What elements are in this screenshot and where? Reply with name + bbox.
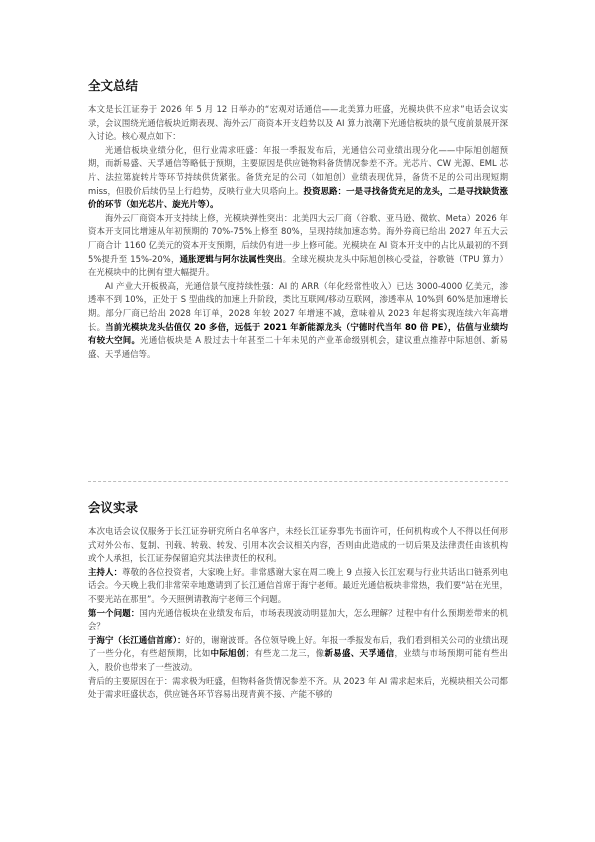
- company-xinyisheng-tianfu: 新易盛、天孚通信: [324, 648, 395, 659]
- point-1-investment-idea: 投资思路：一是寻找备货充足的龙头，二是寻找缺货涨价的环节（如光芯片、旋光片等）。: [88, 185, 509, 210]
- cause-paragraph: 背后的主要原因在于：需求极为旺盛，但物料备货情况参差不齐。从 2023 年 AI 需求起来后，光模块相关公司都处于需求旺盛状态，供应链各环节容易出现青黄不接、产能不够的: [88, 675, 508, 700]
- point-3-valuation: 当前光模块龙头估值仅 20 多倍，远低于 2021 年新能源龙头（宁德时代当年 80 倍 PE），估值与业绩均有较大空间。: [88, 321, 508, 346]
- summary-point-3: [88, 280, 508, 362]
- point-3-tail: 光通信板块是 A 股过去十年甚至二十年未见的产业革命级别机会，建议重点推荐中际旭创、新易盛、天孚通信等。: [88, 335, 508, 359]
- summary-section: [88, 78, 508, 361]
- host-label: 主持人：: [88, 566, 123, 577]
- transcript-section: [88, 500, 508, 702]
- transcript-heading: 会议实录: [88, 500, 139, 515]
- host-paragraph: [88, 566, 508, 607]
- answer-text-1: 好的，谢谢波哥。各位领导晚上好。年报一季报发布后，我们看到相关公司的业绩出现了一些分化，有些超预期，比如: [88, 634, 508, 659]
- question-1-paragraph: [88, 607, 508, 634]
- summary-heading: 全文总结: [88, 78, 139, 93]
- point-2-text: 海外云厂商资本开支持续上修，光模块弹性突出：北美四大云厂商（谷歌、亚马逊、微软、Meta）2026 年资本开支同比增速从年初预期的 70%-75%上修至 80%，呈现持续加速态势。海外券商已给出 2027 年五大云厂商合计 1160 亿美元的资本开支预期，后续仍有进一步上修可能。光模块在 AI 资本开支中的占比从最初的不到 5%提升至 15%-20%，: [88, 212, 508, 264]
- summary-intro: 本文是长江证券于 2026 年 5 月 12 日举办的“宏观对话通信——北美算力旺盛，光模块供不应求”电话会议实录，会议围绕光通信板块近期表现、海外云厂商资本开支趋势以及 AI 算力浪潮下光通信板块的景气度前景展开深入讨论。核心观点如下：: [88, 104, 508, 142]
- answer-text-2: ；有些龙二龙三，像: [245, 648, 325, 659]
- point-2-highlight: 通胀逻辑与阿尔法属性突出: [179, 253, 283, 264]
- point-1-text: 光通信板块业绩分化，但行业需求旺盛：年报一季报发布后，光通信公司业绩出现分化——中际旭创超预期，而新易盛、天孚通信等略低于预期，主要原因是供应链物料备货情况参差不齐。光芯片、CW 光源、EML 芯片、法拉第旋转片等环节持续供货紧张。备货充足的公司（如旭创）业绩表现优异，备货不足的公司出现短期 miss，但股价后续仍呈上行趋势，反映行业大贝塔向上。: [88, 144, 508, 196]
- summary-point-2: [88, 212, 508, 280]
- answer-paragraph: [88, 634, 508, 675]
- speaker-label: 于海宁（长江通信首席）：: [88, 634, 186, 645]
- answer-text-3: ，业绩与市场预期可能有些出入，股价也带来了一些波动。: [88, 648, 509, 672]
- point-2-tail: 。全球光模块龙头中际旭创核心受益，谷歌链（TPU 算力）在光模块中的比例有望大幅提升。: [88, 253, 508, 278]
- summary-point-1: [88, 144, 508, 212]
- section-divider: [88, 481, 508, 482]
- question-1-text: 国内光通信板块在业绩发布后，市场表现波动明显加大，怎么理解？过程中有什么预期差带来的机会？: [88, 607, 508, 632]
- host-text: 尊敬的各位投资者，大家晚上好。非常感谢大家在周二晚上 9 点接入长江宏观与行业共话出口链系列电话会。今天晚上我们非常荣幸地邀请到了长江通信首席于海宁老师。最近光通信板块非常热，我们要“站在光里，不要光站在那里”。今天照例请教海宁老师三个问题。: [88, 566, 508, 604]
- question-1-label: 第一个问题：: [88, 607, 140, 618]
- point-3-text: AI 产业大开板极高，光通信景气度持续性强：AI 的 ARR（年化经常性收入）已达 3000-4000 亿美元，渗透率不到 10%，正处于 S 型曲线的加速上升阶段，类比互联网/移动互联网，渗透率从 10%到 60%是加速增长期。部分厂商已给出 2028 年订单，2028 年较 2027 年增速不减，意味着从 2023 年起将实现连续六年高增长。: [88, 280, 508, 332]
- company-zhongji: 中际旭创: [210, 648, 246, 659]
- disclaimer-paragraph: 本次电话会议仅服务于长江证券研究所白名单客户，未经长江证券事先书面许可，任何机构或个人不得以任何形式对外公布、复制、刊载、转载、转发、引用本次会议相关内容，否则由此造成的一切后果及法律责任由该机构或个人承担，长江证券保留追究其法律责任的权利。: [88, 526, 508, 564]
